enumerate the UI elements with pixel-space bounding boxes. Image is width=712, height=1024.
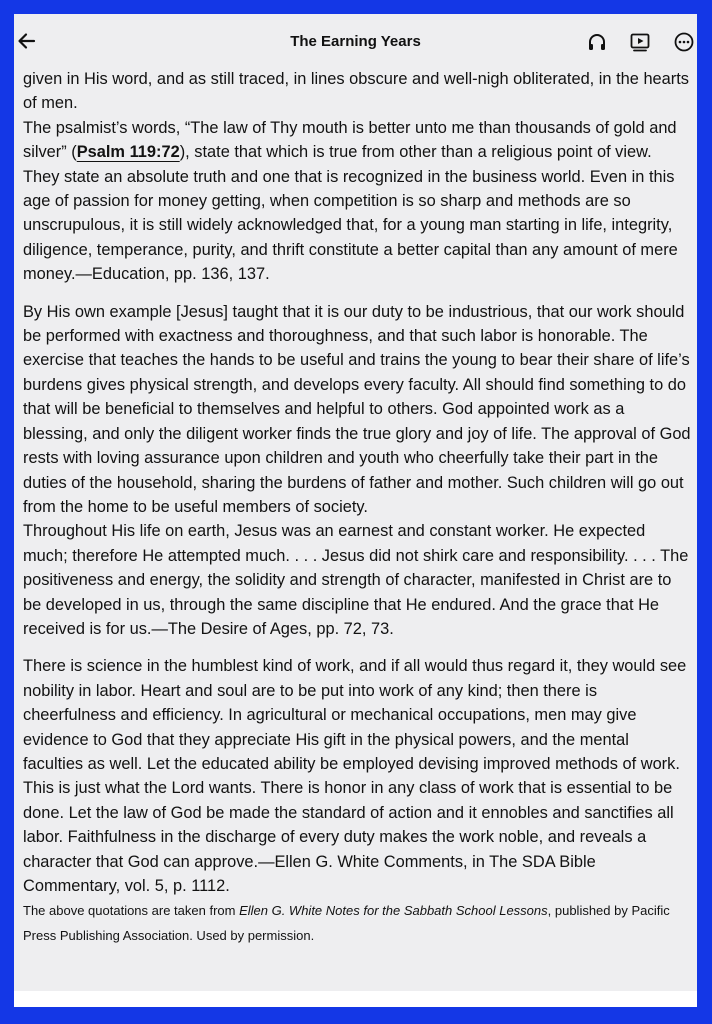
page-title: The Earning Years (290, 33, 421, 50)
headphones-icon (586, 31, 608, 53)
paragraph-2-text-after: ), state that which is true from other than a religious point of view. They state an absolute truth and one that is recognized in the business world. Even in this age of passion for money getting, when competition is so sharp and methods are so unscrupulous, it is still widely acknowledged that, for a young man starting in life, integrity, diligence, temperance, purity, and thrift constitute a better capital than any amount of mere money.—Education, pp. 136, 137. (23, 143, 678, 284)
paragraph-3: By His own example [Jesus] taught that it is our duty to be industrious, that our work should be performed with exactness and thoroughness, and that such labor is honorable. The exercise that teaches the hands to be useful and trains the young to bear their share of life’s burdens gives physical strength, and develops every faculty. All should find something to do that will be beneficial to themselves and helpful to others. God appointed work as a blessing, and only the diligent worker finds the true glory and joy of life. The approval of God rests with loving assurance upon children and youth who cheerfully take their part in the duties of the household, sharing the burdens of father and mother. Such children will go out from the home to be useful members of society. (23, 302, 691, 516)
footnote-text-before: The above quotations are taken from (23, 903, 240, 919)
top-bar (14, 14, 697, 70)
paragraph-4: Throughout His life on earth, Jesus was an earnest and constant worker. He expected much; therefore He attempted much. . . . Jesus did not shirk care and responsibility. . . . The positiveness and energy, the solidity and strength of character, manifested in Christ are to be developed in us, through the same discipline that He endured. And the grace that He received is for us.—The Desire of Ages, pp. 72, 73. (23, 522, 689, 638)
video-button[interactable] (629, 31, 651, 53)
paragraph-1: given in His word, and as still traced, in lines obscure and well-nigh obliterated, in the hearts of men. (23, 70, 689, 113)
bottom-strip (14, 991, 697, 1007)
footnote-book-title: Ellen G. White Notes for the Sabbath School Lessons (239, 903, 548, 919)
paragraph-gap (23, 287, 691, 300)
paragraph-2-text-before: The psalmist’s words, “The law of Thy mouth is better unto me than thousands of gold and silver” ( (23, 118, 677, 162)
more-button[interactable] (673, 31, 695, 53)
footnote-text-after: , published by Pacific Press Publishing Association. Used by permission. (23, 903, 670, 944)
reading-content (23, 67, 691, 948)
play-screen-icon (629, 31, 651, 53)
paragraph-2 (23, 116, 691, 287)
more-horizontal-icon (673, 31, 695, 53)
audio-button[interactable] (586, 31, 608, 53)
reader-screen (14, 14, 697, 1007)
paragraph-5: There is science in the humblest kind of work, and if all would thus regard it, they would see nobility in labor. Heart and soul are to be put into work of any kind; then there is cheerfulness and efficiency. In agricultural or mechanical occupations, men may give evidence to God that they appreciate His gift in the physical powers, and the mental faculties as well. Let the educated ability be employed devising improved methods of work. This is just what the Lord wants. There is honor in any class of work that is essential to be done. Let the law of God be made the standard of action and it ennobles and sanctifies all labor. Faithfulness in the discharge of every duty makes the work noble, and reveals a character that God can approve.—Ellen G. White Comments, in The SDA Bible Commentary, vol. 5, p. 1112. (23, 657, 687, 895)
paragraph-gap (23, 641, 691, 654)
scripture-reference-link[interactable]: Psalm 119:72 (76, 143, 180, 162)
source-footnote (23, 898, 691, 948)
